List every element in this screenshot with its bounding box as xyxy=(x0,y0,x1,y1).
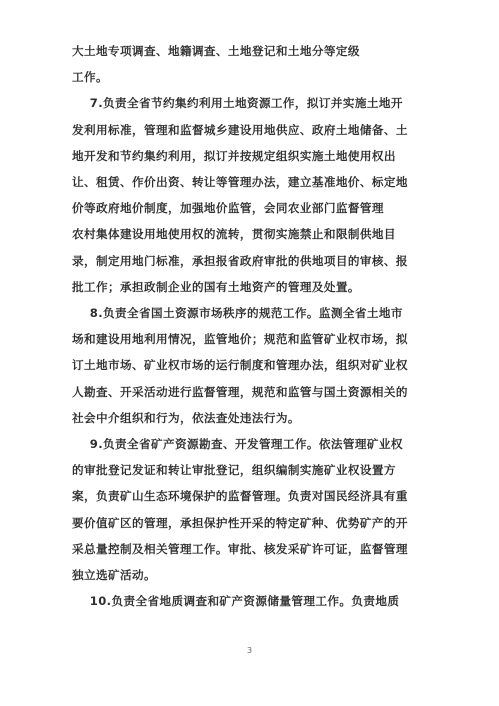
text-line: 发利用标准，管理和监督城乡建设用地供应、政府土地储备、土 xyxy=(72,122,408,137)
text-line: 场和建设用地利用情况，监管地价；规范和监管矿业权市场，拟 xyxy=(72,332,408,347)
text-line: 采总量控制及相关管理工作。审批、核发采矿许可证，监督管理 xyxy=(72,541,408,556)
text-line: 要价值矿区的管理，承担保护性开采的特定矿种、优势矿产的开 xyxy=(72,515,408,530)
text-line: 让、租赁、作价出资、转让等管理办法，建立基准地价、标定地 xyxy=(72,175,408,190)
text-line: 农村集体建设用地使用权的流转，贯彻实施禁止和限制供地目 xyxy=(72,227,396,242)
text-line: 10.负责全省地质调查和矿产资源储量管理工作。负责地质 xyxy=(72,594,400,609)
text-line: 案，负责矿山生态环境保护的监督管理。负责对国民经济具有重 xyxy=(72,489,408,504)
text-line: 9.负责全省矿产资源勘查、开发管理工作。依法管理矿业权 xyxy=(72,437,403,452)
text-line: 大土地专项调查、地籍调查、土地登记和土地分等定级 xyxy=(72,44,360,58)
paragraph-item-10 xyxy=(72,588,433,614)
text-line: 人勘查、开采活动进行监督管理，规范和监管与国土资源相关的 xyxy=(72,384,408,399)
text-line: 社会中介组织和行为，依法查处违法行为。 xyxy=(72,410,300,425)
paragraph-item-8 xyxy=(72,300,433,431)
paragraph-item-9 xyxy=(72,431,433,588)
page-number: 3 xyxy=(246,646,253,655)
text-line: 价等政府地价制度，加强地价监管，会同农业部门监督管理 xyxy=(72,201,384,216)
text-line: 批工作；承担政制企业的国有土地资产的管理及处置。 xyxy=(72,279,360,294)
paragraph-item-6-tail xyxy=(72,38,433,90)
text-line: 的审批登记发证和转让审批登记，组织编制实施矿业权设置方 xyxy=(72,463,396,478)
text-line: 独立选矿活动。 xyxy=(72,568,156,583)
text-line: 工作。 xyxy=(72,70,108,85)
text-line: 地开发和节约集约利用，拟订并按规定组织实施土地使用权出 xyxy=(72,148,396,163)
paragraph-item-7 xyxy=(72,90,433,300)
text-line: 8.负责全省国土资源市场秩序的规范工作。监测全省土地市 xyxy=(72,306,403,321)
text-line: 7.负责全省节约集约利用土地资源工作，拟订并实施土地开 xyxy=(72,96,403,111)
text-line: 订土地市场、矿业权市场的运行制度和管理办法，组织对矿业权 xyxy=(72,358,408,373)
text-line: 录，制定用地门标准，承担报省政府审批的供地项目的审核、报 xyxy=(72,253,408,268)
